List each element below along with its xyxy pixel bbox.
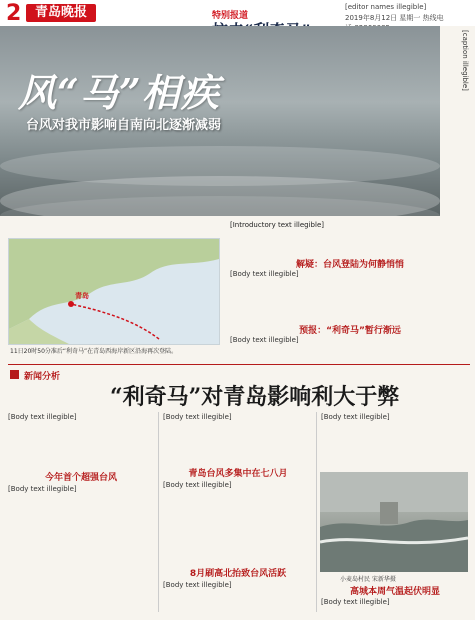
topic-tag: 特别报道 (212, 11, 249, 21)
col1-head: 今年首个超强台风 (44, 473, 117, 483)
editor-line: [editor names illegible] (345, 3, 427, 11)
flood-photo (320, 472, 468, 572)
map-graphic (9, 239, 219, 344)
section-label: 新闻分析 (24, 372, 61, 382)
hero-photo (0, 26, 440, 216)
photo-graphic (320, 472, 468, 572)
map-label-qingdao: 青岛 (75, 292, 89, 300)
col3-head: 高城本周气温起伏明显 (349, 587, 440, 597)
col2-head-2: 8月刷高北抬致台风活跃 (189, 569, 287, 579)
typhoon-map (8, 238, 220, 345)
building-shape (380, 502, 398, 524)
section-body-1: [Body text illegible] (230, 270, 299, 278)
hero-subtitle: 台风对我市影响自南向北逐渐减弱 (26, 118, 222, 133)
section-rule (8, 364, 470, 365)
section-head-2: 预报：“利奇马”暂行渐远 (299, 326, 401, 336)
col2-body-2: [Body text illegible] (163, 581, 232, 589)
photo-caption: 小麦岛村民 宋新华摄 (340, 576, 396, 583)
section-head-1: 解疑：台风登陆为何静悄悄 (295, 260, 404, 270)
date-line: 2019年8月12日 星期一 热线电 (345, 14, 444, 22)
water-shape (320, 520, 468, 572)
col2-intro: [Body text illegible] (163, 413, 232, 421)
section-marker-icon (10, 370, 19, 379)
column-divider (158, 412, 159, 612)
hero-title: 风“马”相疾 (18, 70, 220, 115)
map-caption: 11日20时50分准后“利奇马”在青岛西海岸新区沿海再次登陆。 (10, 348, 178, 355)
page-number: 2 (6, 1, 22, 26)
section-body-2: [Body text illegible] (230, 336, 299, 344)
main-headline: “利奇马”对青岛影响利大于弊 (110, 384, 400, 410)
photo-side-caption: [caption illegible] (461, 30, 469, 91)
typhoon-track (71, 304, 159, 339)
col3-body: [Body text illegible] (321, 598, 390, 606)
paper-logo: 青岛晚报 (26, 4, 96, 22)
col2-head: 青岛台风多集中在七八月 (188, 469, 288, 479)
column-divider (316, 412, 317, 612)
col1-intro: [Body text illegible] (8, 413, 77, 421)
col1-body: [Body text illegible] (8, 485, 77, 493)
intro-paragraph: [Introductory text illegible] (230, 221, 324, 229)
col2-body: [Body text illegible] (163, 481, 232, 489)
col3-intro: [Body text illegible] (321, 413, 390, 421)
